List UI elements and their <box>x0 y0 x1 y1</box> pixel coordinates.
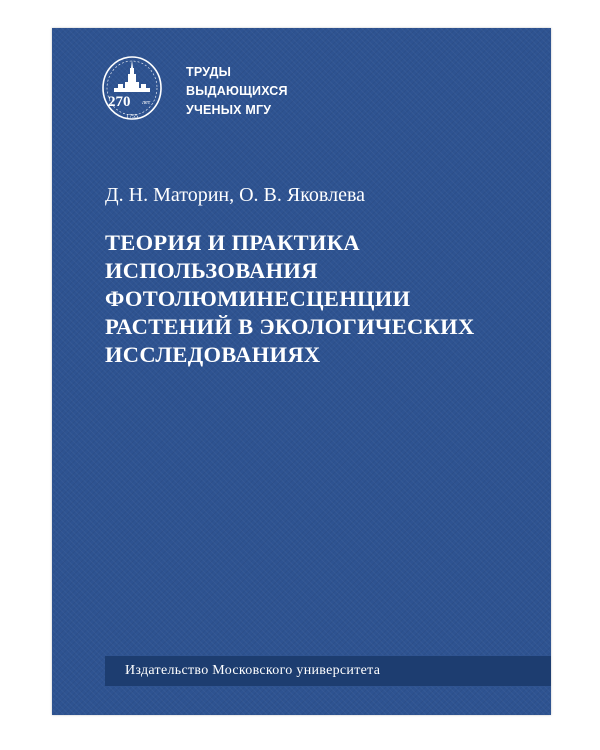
title-line: ИСПОЛЬЗОВАНИЯ <box>105 258 318 283</box>
title-line: ФОТОЛЮМИНЕСЦЕНЦИИ <box>105 286 411 311</box>
title-line: РАСТЕНИЙ В ЭКОЛОГИЧЕСКИХ <box>105 314 475 339</box>
authors: Д. Н. Маторин, О. В. Яковлева <box>105 184 366 206</box>
logo-number-suffix: лет <box>142 100 151 106</box>
logo-number: 270 <box>108 94 131 110</box>
book-cover <box>52 28 551 715</box>
title-line: ИССЛЕДОВАНИЯХ <box>105 342 321 367</box>
title-line: ТЕОРИЯ И ПРАКТИКА <box>105 230 360 255</box>
series-title <box>186 63 288 120</box>
msu-building-wreath-icon <box>100 54 164 126</box>
series-line: ВЫДАЮЩИХСЯ <box>186 84 288 98</box>
series-line: ТРУДЫ <box>186 65 232 79</box>
publisher-band <box>105 656 551 686</box>
series-line: УЧЕНЫХ МГУ <box>186 103 272 117</box>
logo-year: 1755 <box>126 114 138 120</box>
book-title <box>105 229 475 369</box>
publisher-name: Издательство Московского университета <box>125 663 381 678</box>
